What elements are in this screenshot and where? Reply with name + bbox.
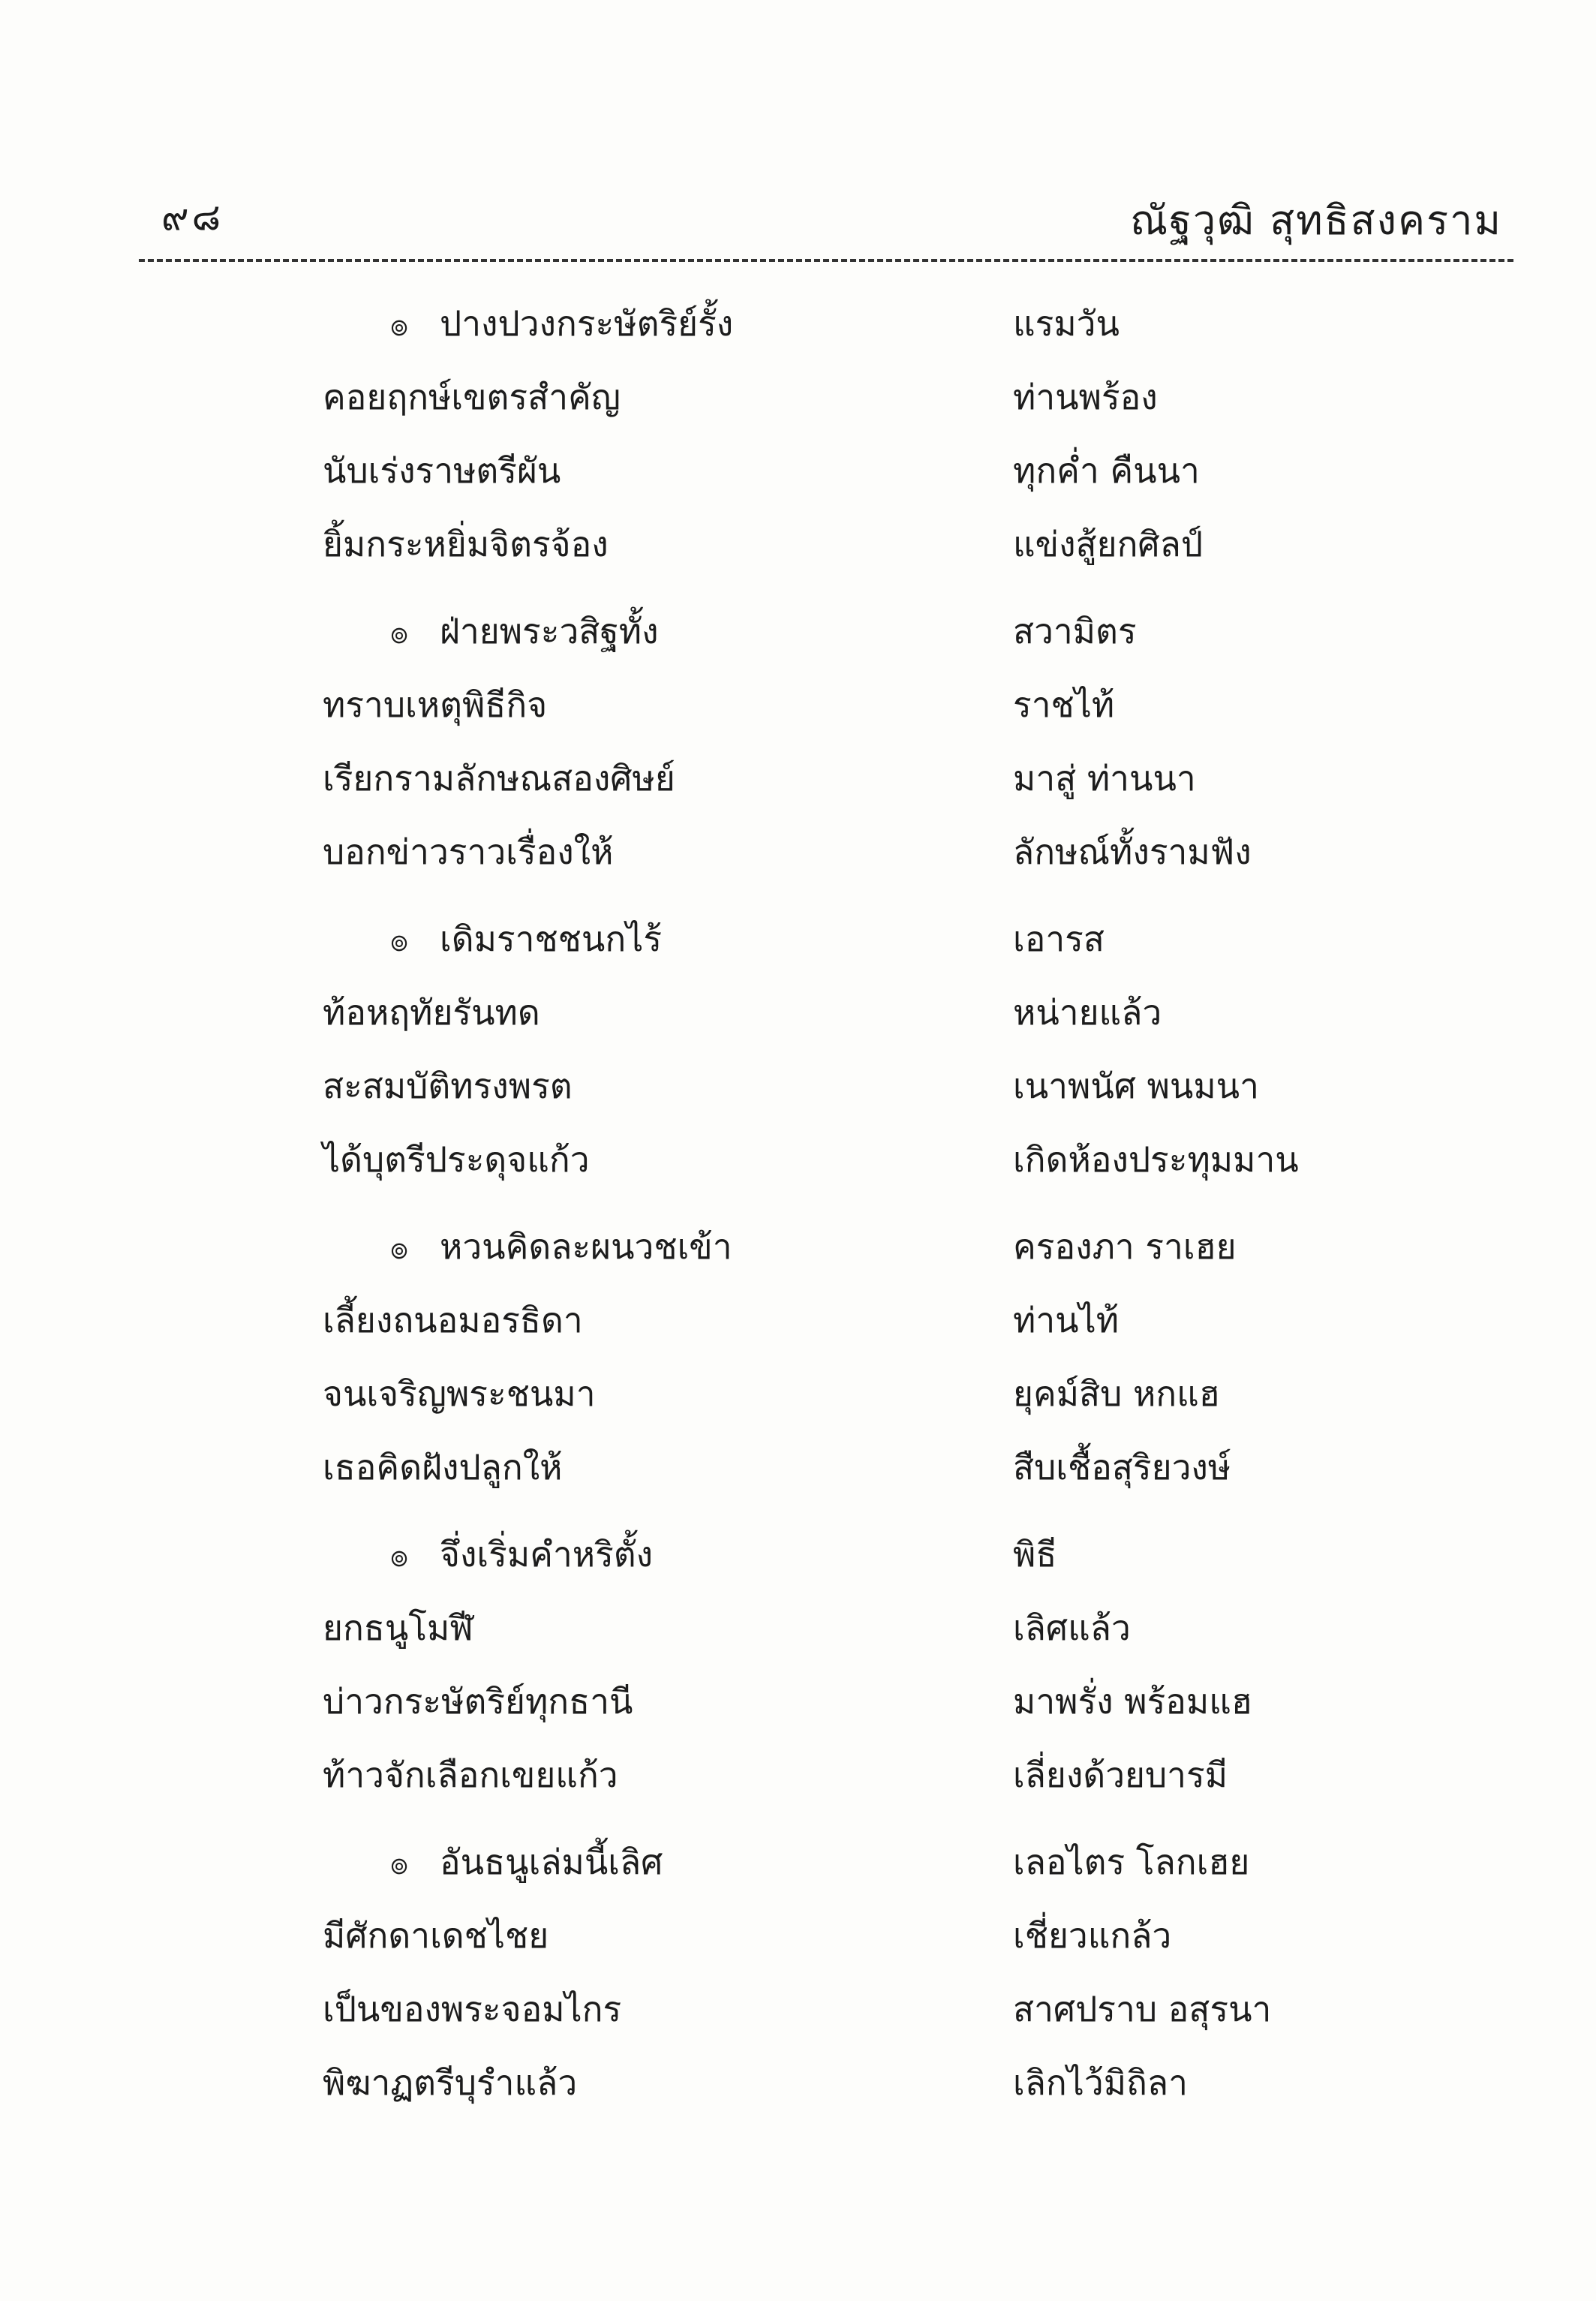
verse-right: เลี่ยงด้วยบารมี	[1013, 1755, 1228, 1795]
stanza	[0, 1527, 1596, 1821]
stanza-marker: ๏	[390, 1539, 409, 1574]
stanza-marker: ๏	[390, 1847, 409, 1881]
verse-right: ยุคม์สิบ หกแฮ	[1013, 1373, 1220, 1414]
verse-right: เอารส	[1013, 919, 1105, 959]
verse-line	[0, 1527, 1596, 1601]
verse-line	[0, 1220, 1596, 1293]
header-divider	[139, 259, 1513, 262]
verse-left: ทราบเหตุพิธีกิจ	[323, 684, 548, 725]
verse-left	[390, 1835, 663, 1890]
verse-line	[0, 370, 1596, 444]
stanza	[0, 912, 1596, 1206]
running-title: ณัฐวุฒิ สุทธิสงคราม	[1129, 197, 1502, 244]
verse-left-text: อันธนูเล่มนี้เลิศ	[440, 1842, 663, 1882]
verse-right: มาพรั่ง พร้อมแฮ	[1013, 1681, 1252, 1722]
verse-right: สวามิตร	[1013, 611, 1137, 651]
stanza	[0, 296, 1596, 591]
page-number: ๙๘	[161, 195, 224, 239]
verse-right: มาสู่ ท่านนา	[1013, 758, 1196, 799]
verse-right: ท่านพร้อง	[1013, 377, 1158, 417]
verse-right: เลิศแล้ว	[1013, 1608, 1131, 1648]
verse-left-text: เดิมราชชนกไร้	[440, 919, 663, 959]
verse-left-text: หวนคิดละผนวชเข้า	[440, 1226, 732, 1267]
verse-left: ยิ้มกระหยิ่มจิตรจ้อง	[323, 524, 609, 564]
verse-right: ราชไท้	[1013, 684, 1115, 725]
verse-right: ท่านไท้	[1013, 1300, 1120, 1340]
verse-left: พิฆาฏตรีบุรำแล้ว	[323, 2062, 578, 2103]
verse-line	[0, 1982, 1596, 2056]
verse-line	[0, 444, 1596, 517]
verse-right: เกิดห้องประทุมมาน	[1013, 1139, 1299, 1180]
verse-line	[0, 1132, 1596, 1206]
verse-left-text: จึ่งเริ่มคำหริตั้ง	[440, 1534, 654, 1575]
verse-right: สืบเชื้อสุริยวงษ์	[1013, 1447, 1231, 1487]
stanza-marker: ๏	[390, 308, 409, 343]
verse-line	[0, 678, 1596, 751]
verse-left: ได้บุตรีประดุจแก้ว	[323, 1139, 590, 1180]
verse-left	[390, 1527, 653, 1582]
stanza-marker: ๏	[390, 616, 409, 651]
verse-line	[0, 2056, 1596, 2129]
verse-right: แรมวัน	[1013, 303, 1120, 344]
verse-right: เนาพนัศ พนมนา	[1013, 1066, 1259, 1106]
poem-body	[0, 296, 1596, 2143]
verse-line	[0, 912, 1596, 985]
verse-line	[0, 296, 1596, 370]
verse-right: ลักษณ์ทั้งรามฟัง	[1013, 832, 1252, 872]
verse-left	[390, 296, 733, 351]
verse-line	[0, 1440, 1596, 1514]
verse-left: มีศักดาเดชไชย	[323, 1915, 549, 1956]
stanza	[0, 604, 1596, 898]
stanza	[0, 1220, 1596, 1514]
verse-right: เลิกไว้มิถิลา	[1013, 2062, 1188, 2103]
verse-left	[390, 912, 662, 967]
verse-left: ท้อหฤทัยรันทด	[323, 992, 540, 1033]
verse-left: เลี้ยงถนอมอรธิดา	[323, 1300, 583, 1340]
stanza-marker: ๏	[390, 924, 409, 958]
verse-left	[390, 604, 659, 659]
verse-line	[0, 1748, 1596, 1821]
verse-line	[0, 985, 1596, 1059]
verse-line	[0, 1908, 1596, 1982]
verse-left: บอกข่าวราวเรื่องให้	[323, 832, 614, 872]
verse-right: หน่ายแล้ว	[1013, 992, 1162, 1033]
verse-line	[0, 1293, 1596, 1367]
verse-right: เชี่ยวแกล้ว	[1013, 1915, 1172, 1956]
verse-line	[0, 1059, 1596, 1132]
stanza-marker: ๏	[390, 1232, 409, 1266]
verse-left: สะสมบัติทรงพรต	[323, 1066, 573, 1106]
verse-right: แข่งสู้ยกศิลป์	[1013, 524, 1204, 564]
verse-left: จนเจริญพระชนมา	[323, 1373, 596, 1414]
verse-right: ครองภา ราเฮย	[1013, 1226, 1237, 1267]
verse-right: พิธี	[1013, 1534, 1057, 1575]
verse-left	[390, 1220, 732, 1274]
verse-left: เธอคิดฝังปลูกให้	[323, 1447, 563, 1487]
verse-line	[0, 1601, 1596, 1674]
verse-line	[0, 751, 1596, 825]
verse-line	[0, 604, 1596, 678]
verse-left: บ่าวกระษัตริย์ทุกธานี	[323, 1681, 633, 1722]
verse-line	[0, 1674, 1596, 1748]
verse-left: เป็นของพระจอมไกร	[323, 1989, 622, 2029]
stanza	[0, 1835, 1596, 2129]
verse-left-text: ปางปวงกระษัตริย์รั้ง	[440, 303, 734, 344]
verse-line	[0, 825, 1596, 898]
verse-line	[0, 517, 1596, 591]
verse-left: ยกธนูโมฬี	[323, 1608, 473, 1648]
verse-left: นับเร่งราษตรีผัน	[323, 450, 561, 491]
verse-right: สาศปราบ อสุรนา	[1013, 1989, 1272, 2029]
verse-left-text: ฝ่ายพระวสิฐทั้ง	[440, 611, 659, 651]
verse-right: เลอไตร โลกเฮย	[1013, 1842, 1250, 1882]
verse-left: ท้าวจักเลือกเขยแก้ว	[323, 1755, 618, 1795]
verse-right: ทุกค่ำ คืนนา	[1013, 450, 1200, 491]
verse-left: เรียกรามลักษณสองศิษย์	[323, 758, 675, 799]
verse-line	[0, 1835, 1596, 1908]
verse-left: คอยฤกษ์เขตรสำคัญ	[323, 377, 621, 417]
verse-line	[0, 1367, 1596, 1440]
